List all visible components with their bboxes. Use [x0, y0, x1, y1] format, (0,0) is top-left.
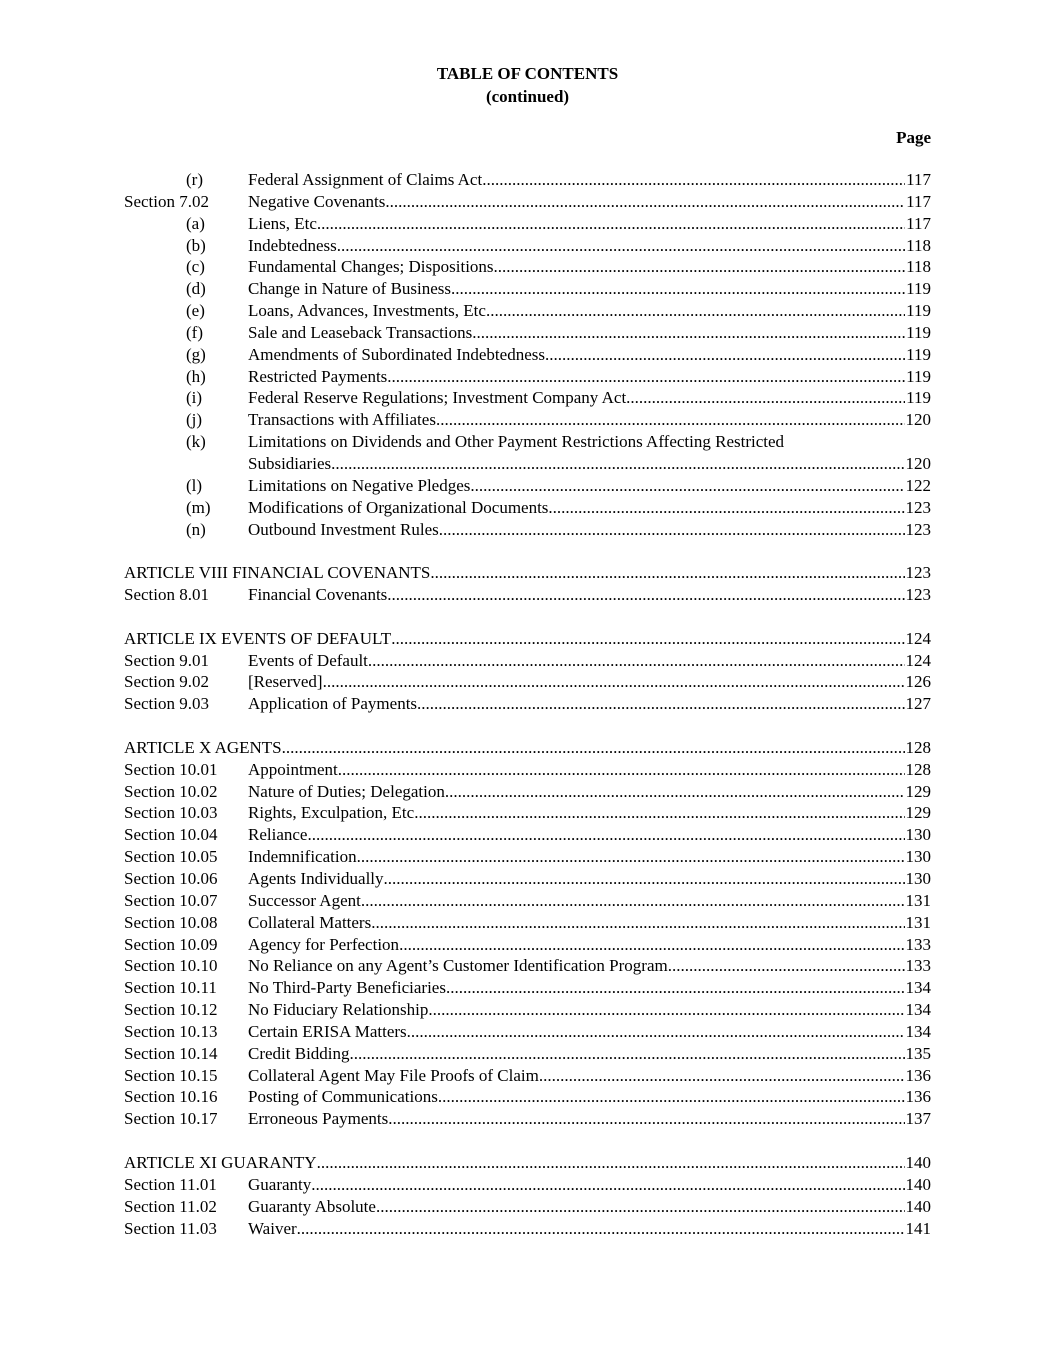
toc-page-number: 134: [905, 1000, 931, 1020]
toc-entry-label: (r): [186, 170, 203, 189]
toc-entry-label: (e): [186, 301, 205, 321]
dot-leader: [387, 584, 904, 606]
toc-entry-label: (f): [186, 322, 203, 342]
toc-entry-title: Collateral Matters: [248, 912, 372, 932]
toc-article-title: ARTICLE IX EVENTS OF DEFAULT: [124, 628, 392, 648]
dot-leader: [376, 1196, 905, 1218]
toc-page-number: 128: [905, 737, 931, 757]
toc-entry-row: [124, 366, 931, 388]
dot-leader: [482, 169, 905, 191]
toc-entry-label: Section 10.12: [124, 1000, 218, 1020]
toc-page-number: 120: [905, 410, 931, 430]
toc-article-title: ARTICLE X AGENTS: [124, 737, 282, 757]
toc-entry-label: Section 10.16: [124, 1087, 218, 1107]
toc-entry-line[interactable]: [248, 759, 931, 781]
toc-entry-line[interactable]: [248, 366, 931, 388]
toc-entry-line[interactable]: [248, 693, 931, 715]
toc-page-number: 137: [905, 1109, 931, 1129]
toc-entry-row: [124, 213, 931, 235]
dot-leader: [323, 671, 905, 693]
toc-entry-title: Collateral Agent May File Proofs of Claim: [248, 1065, 539, 1085]
dot-leader: [470, 475, 904, 497]
toc-entry-line[interactable]: [248, 1065, 931, 1087]
toc-entry-label: Section 10.11: [124, 978, 217, 998]
toc-entry-line[interactable]: [248, 278, 931, 300]
toc-entry-title: Financial Covenants: [248, 585, 388, 605]
toc-article-title: ARTICLE XI GUARANTY: [124, 1152, 317, 1172]
toc-entry-label: (l): [186, 475, 203, 495]
dot-leader: [321, 213, 905, 235]
dot-leader: [548, 497, 904, 519]
toc-entry-title: Events of Default: [248, 650, 368, 670]
toc-entry-row: [124, 1196, 931, 1218]
toc-entry-label: (g): [186, 344, 206, 364]
toc-entry-label: Section 8.01: [124, 585, 209, 605]
toc-entry-row: [124, 584, 931, 606]
toc-entry-row: [124, 977, 931, 999]
toc-entry-title: Amendments of Subordinated Indebtedness: [248, 344, 545, 364]
toc-page-number: 131: [905, 912, 931, 932]
toc-entry-title: Change in Nature of Business: [248, 279, 452, 299]
toc-subtitle: (continued): [485, 87, 570, 106]
toc-page-number: 134: [905, 1021, 931, 1041]
toc-entry-title: Certain ERISA Matters: [248, 1021, 407, 1041]
dot-leader: [297, 1218, 905, 1240]
toc-entry-label: Section 11.03: [124, 1218, 217, 1238]
dot-leader: [368, 650, 905, 672]
toc-entry-row: [124, 671, 931, 693]
toc-entry-title: Nature of Duties; Delegation: [248, 781, 445, 801]
toc-entry-row: [124, 1108, 931, 1130]
toc-entry-label: Section 10.03: [124, 803, 218, 823]
toc-page-number: 129: [905, 781, 931, 801]
toc-entry-line[interactable]: [248, 256, 931, 278]
toc-entry-row: [124, 934, 931, 956]
toc-entry-row: [124, 1065, 931, 1087]
toc-page-number: 135: [905, 1043, 931, 1063]
toc-entry-label: (k): [186, 432, 206, 452]
toc-entry-title: Guaranty Absolute: [248, 1196, 376, 1216]
toc-entry-title: Agents Individually: [248, 869, 384, 888]
dot-leader: [331, 453, 904, 475]
toc-entry-line[interactable]: [248, 475, 931, 497]
toc-entry-row: [124, 431, 931, 453]
toc-entry-title: Sale and Leaseback Transactions: [248, 322, 473, 342]
toc-page-number: 119: [906, 344, 931, 364]
toc-entry-row: [124, 890, 931, 912]
dot-leader: [451, 278, 905, 300]
toc-entry-row: [124, 497, 931, 519]
toc-entry-line[interactable]: [248, 191, 931, 213]
toc-entry-label: Section 10.09: [124, 934, 218, 954]
dot-leader: [545, 344, 905, 366]
toc-entry-line[interactable]: [248, 344, 931, 366]
toc-entry-row: [124, 169, 931, 191]
toc-entry-title: Waiver: [248, 1218, 297, 1238]
toc-entry-line[interactable]: [248, 912, 931, 934]
dot-leader: [388, 1108, 904, 1130]
toc-page-number: 134: [905, 978, 931, 998]
toc-entry-row: [124, 955, 931, 977]
toc-entry-line[interactable]: [248, 409, 931, 431]
toc-entry-row: [124, 912, 931, 934]
toc-entry-row: [124, 824, 931, 846]
toc-page-number: 141: [905, 1218, 931, 1238]
dot-leader: [311, 1174, 904, 1196]
toc-entry-row: [124, 191, 931, 213]
toc-page-number: 124: [905, 650, 931, 670]
toc-entry-line[interactable]: [248, 934, 931, 956]
toc-page-number: 123: [905, 585, 931, 605]
toc-page-number: 136: [905, 1065, 931, 1085]
toc-entry-label: Section 9.02: [124, 672, 209, 692]
toc-entry-label: (a): [186, 213, 205, 233]
dot-leader: [436, 409, 905, 431]
dot-leader: [418, 802, 904, 824]
toc-page-number: 133: [905, 956, 931, 976]
toc-page-number: 120: [905, 453, 931, 473]
toc-entry-label: (m): [186, 497, 211, 517]
toc-entry-row: [124, 278, 931, 300]
toc-entry-line[interactable]: [248, 781, 931, 803]
dot-leader: [445, 781, 905, 803]
toc-entry-title: Agency for Perfection: [248, 934, 400, 954]
toc-page-number: 118: [906, 257, 931, 277]
toc-entry-row: [124, 322, 931, 344]
toc-entry-label: Section 9.01: [124, 650, 209, 670]
toc-entry-title: Modifications of Organizational Documents: [248, 497, 549, 517]
toc-entry-row: [124, 999, 931, 1021]
toc-page-number: 117: [906, 213, 931, 233]
toc-entry-line[interactable]: [248, 453, 931, 475]
toc-page-number: 126: [905, 672, 931, 692]
dot-leader: [385, 191, 905, 213]
toc-entry-row: [124, 409, 931, 431]
dot-leader: [282, 737, 905, 759]
toc-entry-row: [124, 475, 931, 497]
toc-article-line[interactable]: [124, 562, 931, 584]
toc-entry-title-continued: Subsidiaries: [248, 453, 332, 473]
toc-entry-label: (n): [186, 519, 206, 539]
toc-entry-row: [124, 235, 931, 257]
toc-entry-title: Appointment: [248, 759, 338, 779]
toc-entry-row: [124, 387, 931, 409]
toc-entry-line[interactable]: [248, 497, 931, 519]
toc-entry-line[interactable]: [248, 1021, 931, 1043]
toc-entry-line[interactable]: [248, 890, 931, 912]
toc-entry-line[interactable]: [248, 955, 931, 977]
dot-leader: [350, 1043, 905, 1065]
toc-page-number: 119: [906, 301, 931, 321]
toc-entry-line[interactable]: [248, 824, 931, 846]
toc-page-number: 131: [905, 890, 931, 910]
toc-entry-title: Reliance: [248, 825, 308, 845]
toc-entry-title: No Fiduciary Relationship: [248, 1000, 429, 1020]
toc-entry-label: (h): [186, 366, 206, 386]
toc-entry-row: [124, 300, 931, 322]
toc-page-number: 140: [905, 1152, 931, 1172]
toc-entry-label: Section 9.03: [124, 694, 209, 714]
toc-entry-row: [124, 256, 931, 278]
toc-entry-line[interactable]: [248, 868, 931, 890]
toc-entry-title: Restricted Payments: [248, 366, 388, 386]
dot-leader: [337, 235, 905, 257]
dot-leader: [357, 846, 905, 868]
dot-leader: [361, 890, 905, 912]
dot-leader: [387, 366, 905, 388]
toc-entry-title: Successor Agent: [248, 890, 361, 910]
toc-entry-title: Federal Reserve Regulations; Investment Company Act: [248, 388, 627, 408]
toc-entry-label: Section 10.14: [124, 1043, 218, 1063]
toc-entry-title: Guaranty: [248, 1174, 312, 1194]
toc-entry-label: (c): [186, 257, 205, 277]
toc-entry-row: [124, 781, 931, 803]
toc-entry-title: Indebtedness: [248, 235, 337, 255]
toc-article-line[interactable]: [124, 628, 931, 650]
dot-leader: [446, 977, 905, 999]
toc-page-number: 128: [905, 759, 931, 779]
toc-entry-title: Transactions with Affiliates: [248, 410, 436, 430]
page-column-header: Page: [896, 128, 931, 147]
toc-article-title: ARTICLE VIII FINANCIAL COVENANTS: [124, 563, 431, 583]
toc-page-number: 122: [905, 475, 931, 495]
dot-leader: [417, 693, 904, 715]
toc-entry-label: Section 11.01: [124, 1174, 217, 1194]
toc-entry-label: (b): [186, 235, 206, 255]
toc-entry-title: Loans, Advances, Investments, Etc.: [248, 301, 491, 321]
toc-entry-title: Negative Covenants: [248, 191, 386, 211]
toc-page-number: 117: [906, 170, 931, 189]
toc-page-number: 124: [905, 628, 931, 648]
toc-article-line[interactable]: [124, 1152, 931, 1174]
toc-entry-line[interactable]: [248, 322, 931, 344]
dot-leader: [317, 1152, 905, 1174]
toc-page-number: 117: [906, 191, 931, 211]
toc-article-line[interactable]: [124, 737, 931, 759]
dot-leader: [439, 519, 905, 541]
dot-leader: [490, 300, 905, 322]
dot-leader: [399, 934, 904, 956]
toc-entry-line[interactable]: [248, 1218, 931, 1240]
toc-entry-title: No Reliance on any Agent’s Customer Identification Program: [248, 956, 668, 976]
dot-leader: [307, 824, 904, 846]
toc-entry-title: No Third-Party Beneficiaries: [248, 978, 446, 998]
toc-entry-label: (d): [186, 279, 206, 299]
toc-page-number: 130: [905, 869, 931, 888]
toc-page-number: 119: [906, 322, 931, 342]
dot-leader: [428, 999, 904, 1021]
toc-entry-label: Section 10.07: [124, 890, 218, 910]
toc-entry-row: [124, 1086, 931, 1108]
dot-leader: [438, 1086, 905, 1108]
toc-entry-row: [124, 802, 931, 824]
toc-entry-title: Posting of Communications: [248, 1087, 438, 1107]
dot-leader: [371, 912, 904, 934]
toc-entry-title: Credit Bidding: [248, 1043, 350, 1063]
toc-page-number: 127: [905, 694, 931, 714]
toc-page-number: 119: [906, 366, 931, 386]
toc-entry-line[interactable]: [248, 802, 931, 824]
toc-entry-continuation: [124, 453, 931, 475]
toc-entry-row: [124, 693, 931, 715]
toc-page-number: 140: [905, 1174, 931, 1194]
toc-page-number: 136: [905, 1087, 931, 1107]
toc-entry-label: (i): [186, 388, 203, 408]
toc-entry-row: [124, 1043, 931, 1065]
toc-entry-line[interactable]: [248, 387, 931, 409]
toc-entry-row: [124, 759, 931, 781]
toc-entry-label: Section 7.02: [124, 191, 209, 211]
toc-entry-line[interactable]: [248, 846, 931, 868]
toc-entry-line[interactable]: [248, 169, 931, 191]
toc-entry-label: Section 11.02: [124, 1196, 217, 1216]
dot-leader: [668, 955, 905, 977]
toc-entry-row: [124, 344, 931, 366]
toc-entry-line[interactable]: [248, 584, 931, 606]
toc-entry-line[interactable]: [248, 671, 931, 693]
dot-leader: [539, 1065, 905, 1087]
toc-entry-row: [124, 846, 931, 868]
toc-entry-title[interactable]: Limitations on Dividends and Other Payment Restrictions Affecting Restricted: [248, 432, 785, 452]
toc-entry-title: Indemnification: [248, 847, 357, 867]
toc-entry-line[interactable]: [248, 519, 931, 541]
toc-entry-label: (j): [186, 410, 203, 430]
toc-entry-title: Rights, Exculpation, Etc.: [248, 803, 419, 823]
toc-page-number: 123: [905, 497, 931, 517]
toc-entry-line[interactable]: [248, 213, 931, 235]
toc-entry-title: [Reserved]: [248, 672, 323, 692]
dot-leader: [472, 322, 905, 344]
toc-page-number: 118: [906, 235, 931, 255]
toc-entry-label: Section 10.02: [124, 781, 218, 801]
dot-leader: [338, 759, 905, 781]
toc-page-number: 123: [905, 563, 931, 583]
toc-entry-line[interactable]: [248, 1086, 931, 1108]
toc-entry-row: [124, 868, 931, 890]
toc-entry-label: Section 10.13: [124, 1021, 218, 1041]
toc-article-row: [124, 737, 931, 759]
toc-entry-row: [124, 519, 931, 541]
toc-entry-row: [124, 650, 931, 672]
toc-entry-label: Section 10.05: [124, 847, 218, 867]
toc-page-number: 133: [905, 934, 931, 954]
toc-entry-title: Liens, Etc.: [248, 213, 322, 233]
toc-entry-line[interactable]: [248, 1108, 931, 1130]
toc-entry-line[interactable]: [248, 1043, 931, 1065]
toc-entry-row: [124, 1174, 931, 1196]
toc-entry-line[interactable]: [248, 999, 931, 1021]
toc-entry-row: [124, 1218, 931, 1240]
toc-entry-title: Fundamental Changes; Dispositions: [248, 257, 494, 277]
toc-entry-label: Section 10.06: [124, 869, 218, 888]
toc-entry-title: Application of Payments: [248, 694, 418, 714]
toc-article-row: [124, 562, 931, 584]
toc-entry-line[interactable]: [248, 1196, 931, 1218]
toc-entry-line[interactable]: [248, 235, 931, 257]
toc-entry-line[interactable]: [248, 300, 931, 322]
toc-article-row: [124, 1152, 931, 1174]
toc-page-number: 119: [906, 279, 931, 299]
toc-page-number: 129: [905, 803, 931, 823]
dot-leader: [494, 256, 906, 278]
toc-entry-row: [124, 1021, 931, 1043]
toc-entry-line[interactable]: [248, 1174, 931, 1196]
toc-entry-label: Section 10.10: [124, 956, 218, 976]
toc-entry-label: Section 10.01: [124, 759, 218, 779]
toc-entry-label: Section 10.08: [124, 912, 218, 932]
dot-leader: [626, 387, 905, 409]
toc-page-number: 130: [905, 825, 931, 845]
toc-title: TABLE OF CONTENTS: [436, 64, 619, 83]
dot-leader: [391, 628, 904, 650]
toc-entry-label: Section 10.17: [124, 1109, 218, 1129]
toc-page-number: 140: [905, 1196, 931, 1216]
toc-entry-label: Section 10.04: [124, 825, 218, 845]
toc-page-number: 123: [905, 519, 931, 539]
toc-entry-title: Erroneous Payments: [248, 1109, 389, 1129]
toc-entry-title: Federal Assignment of Claims Act: [248, 170, 483, 189]
toc-entry-line[interactable]: [248, 650, 931, 672]
dot-leader: [384, 868, 905, 890]
toc-entry-title: Outbound Investment Rules: [248, 519, 439, 539]
dot-leader: [407, 1021, 905, 1043]
toc-list: [124, 169, 931, 1239]
toc-entry-line[interactable]: [248, 977, 931, 999]
toc-page-number: 130: [905, 847, 931, 867]
toc-article-row: [124, 628, 931, 650]
toc-page-number: 119: [906, 388, 931, 408]
toc-entry-title: Limitations on Negative Pledges: [248, 475, 471, 495]
toc-entry-label: Section 10.15: [124, 1065, 218, 1085]
dot-leader: [430, 562, 904, 584]
